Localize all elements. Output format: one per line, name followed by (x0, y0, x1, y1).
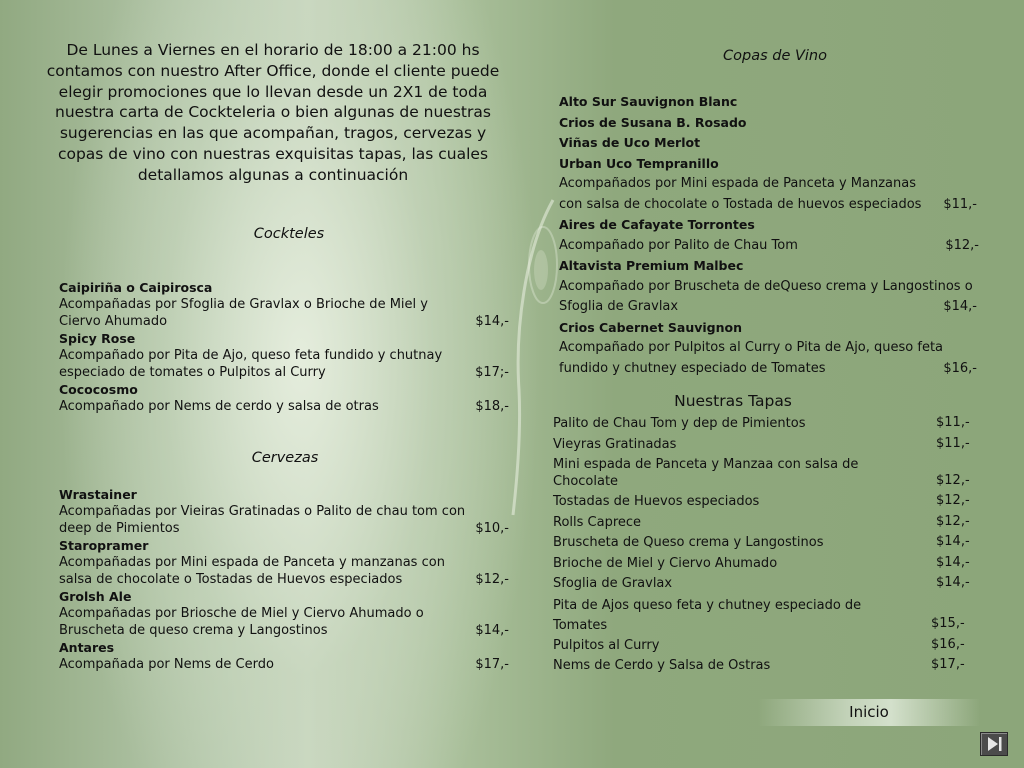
list-item (553, 415, 983, 436)
item-name: Spicy Rose (59, 331, 136, 346)
tapa-name: Vieyras Gratinadas (553, 436, 677, 452)
list-item (553, 637, 983, 658)
tapa-price: $16,- (931, 636, 965, 652)
next-slide-button[interactable] (980, 732, 1008, 756)
tapa-price: $12,- (936, 513, 970, 529)
item-price: $10,- (475, 521, 509, 536)
tapas-title: Nuestras Tapas (674, 392, 792, 410)
tapa-name: Pita de Ajos queso feta y chutney especiado de Tomates (553, 597, 862, 633)
item-price: $14,- (475, 314, 509, 329)
beers-list (59, 486, 519, 673)
tapa-name: Pulpitos al Curry (553, 637, 660, 653)
inicio-link[interactable]: Inicio (758, 699, 980, 726)
item-name: Staropramer (59, 538, 149, 553)
tapa-name: Palito de Chau Tom y dep de Pimientos (553, 416, 806, 431)
beers-title: Cervezas (251, 450, 319, 466)
tapa-name: Brioche de Miel y Ciervo Ahumado (553, 555, 778, 571)
wine-price: $16,- (943, 360, 977, 376)
item-desc: Acompañadas por Briosche de Miel y Ciervo Ahumado o Bruscheta de queso crema y Langostinos (59, 606, 424, 638)
cocktails-list (59, 279, 519, 415)
list-item (59, 330, 519, 381)
item-name: Antares (59, 640, 115, 655)
item-name: Grolsh Ale (59, 589, 132, 604)
item-name: Caipiriña o Caipirosca (59, 280, 213, 295)
tapa-name: Bruscheta de Queso crema y Langostinos (553, 535, 824, 550)
wine-pairing (559, 277, 979, 318)
tapa-price: $12,- (936, 472, 970, 488)
list-item (59, 639, 519, 673)
intro-text: De Lunes a Viernes en el horario de 18:00 a 21:00 hs contamos con nuestro After Office, donde el cliente puede elegir promociones que lo llevan desde un 2X1 de toda nuestra carta de Cockteleria o bien algunas de nuestras sugerencias en las que acompañan, tragos, cervezas y copas de vino con nuestras exquisitas tapas, las cuales detallamos algunas a continuación (46, 41, 500, 184)
list-item (59, 537, 519, 588)
item-name: Wrastainer (59, 487, 137, 502)
item-desc: Acompañada por Nems de Cerdo (59, 657, 274, 672)
wine-name: Crios Cabernet Sauvignon (559, 319, 743, 335)
item-price: $12,- (475, 572, 509, 587)
wine-desc: Acompañado por Bruscheta de deQueso crema y Langostinos o Sfoglia de Gravlax (559, 278, 973, 314)
tapa-price: $17,- (931, 657, 965, 672)
wine-name: Altavista Premium Malbec (559, 258, 744, 273)
item-desc: Acompañado por Pita de Ajo, queso feta fundido y chutnay especiado de tomates o Pulpitos al Curry (59, 348, 443, 380)
item-price: $14,- (475, 623, 509, 638)
tapa-name: Rolls Caprece (553, 514, 642, 530)
wine-price: $14,- (943, 299, 977, 314)
wine-pairing (559, 174, 979, 215)
item-desc: Acompañadas por Mini espada de Panceta y manzanas con salsa de chocolate o Tostadas de Huevos especiados (59, 555, 445, 587)
wine-name: Aires de Cafayate Torrontes (559, 217, 755, 232)
tapa-price: $14,- (936, 575, 970, 590)
wine-name: Urban Uco Tempranillo (559, 155, 719, 171)
list-item (59, 486, 519, 537)
wine-desc: Acompañado por Palito de Chau Tom (559, 237, 798, 253)
wine-name: Viñas de Uco Merlot (559, 135, 701, 150)
wines-list (559, 92, 979, 379)
tapa-name: Sfoglia de Gravlax (553, 576, 673, 591)
item-name: Cococosmo (59, 382, 138, 397)
tapa-price: $14,- (936, 534, 970, 549)
tapa-price: $14,- (936, 554, 970, 570)
wine-price: $12,- (945, 237, 979, 253)
list-item (553, 514, 983, 535)
tapa-price: $11,- (936, 415, 970, 430)
list-item (553, 534, 983, 555)
item-price: $18,- (475, 399, 509, 414)
list-item (59, 588, 519, 639)
list-item (59, 279, 519, 330)
cocktails-title: Cockteles (253, 226, 325, 242)
item-price: $17;- (475, 365, 509, 380)
tapa-price: $12,- (936, 493, 970, 508)
tapa-price: $15,- (931, 616, 965, 631)
tapa-name: Nems de Cerdo y Salsa de Ostras (553, 658, 771, 673)
tapa-name: Mini espada de Panceta y Manzaa con salsa de Chocolate (553, 457, 859, 489)
wine-name: Crios de Susana B. Rosado (559, 114, 747, 130)
list-item (553, 575, 983, 596)
wine-price: $11,- (943, 196, 977, 212)
play-next-icon (981, 733, 1007, 755)
wine-name: Alto Sur Sauvignon Blanc (559, 94, 738, 109)
item-desc: Acompañadas por Sfoglia de Gravlax o Brioche de Miel y Ciervo Ahumado (59, 297, 428, 329)
item-desc: Acompañadas por Vieiras Gratinadas o Palito de chau tom con deep de Pimientos (59, 504, 466, 536)
wine-desc: Acompañados por Mini espada de Panceta y Manzanas con salsa de chocolate o Tostada de huevos especiados (559, 176, 922, 212)
item-desc: Acompañado por Nems de cerdo y salsa de otras (59, 399, 379, 414)
item-price: $17,- (475, 657, 509, 672)
list-item (553, 555, 983, 576)
list-item (553, 596, 983, 637)
tapa-price: $11,- (936, 435, 970, 451)
list-item (553, 456, 983, 493)
list-item (553, 436, 983, 457)
wines-title: Copas de Vino (723, 48, 827, 64)
tapas-list (553, 415, 983, 678)
list-item (59, 381, 519, 415)
wine-desc: Acompañado por Pulpitos al Curry o Pita de Ajo, queso feta fundido y chutney especiado de Tomates (559, 340, 944, 376)
list-item (553, 493, 983, 514)
wine-pairing (559, 338, 979, 379)
tapa-name: Tostadas de Huevos especiados (553, 494, 760, 509)
wine-pairing (559, 236, 979, 257)
list-item (553, 657, 983, 678)
